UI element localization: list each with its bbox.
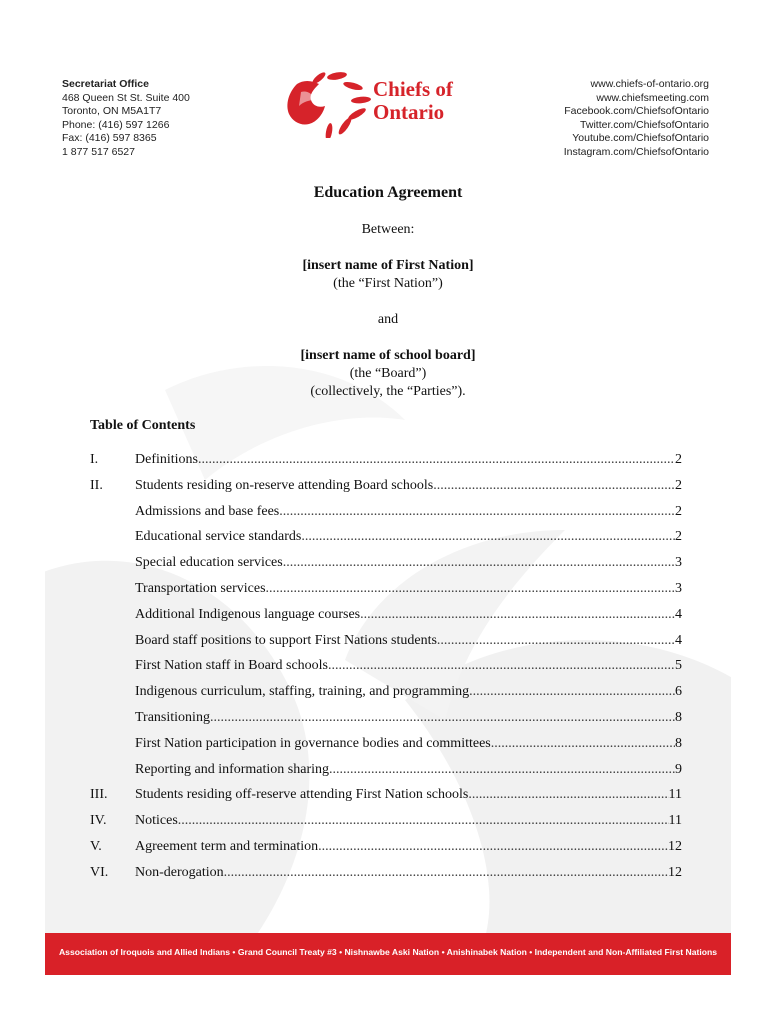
toc-leader bbox=[224, 865, 668, 881]
toc-number: III. bbox=[90, 787, 108, 803]
toc-row[interactable] bbox=[90, 865, 682, 891]
toc-row[interactable] bbox=[90, 839, 682, 865]
facebook-link: Facebook.com/ChiefsofOntario bbox=[564, 105, 709, 117]
toc-leader bbox=[491, 736, 675, 752]
school-board-definition: (the “Board”) bbox=[349, 366, 427, 381]
toc-row[interactable] bbox=[90, 710, 682, 736]
toc-label: Admissions and base fees bbox=[135, 503, 280, 519]
toc-page-number: 2 bbox=[675, 529, 682, 545]
website-link: www.chiefs-of-ontario.org bbox=[590, 78, 709, 90]
and-label: and bbox=[377, 312, 399, 327]
toc-number: I. bbox=[90, 452, 99, 467]
contact-links bbox=[564, 78, 709, 159]
fax-line: Fax: (416) 597 8365 bbox=[62, 132, 157, 144]
toc-label: First Nation staff in Board schools bbox=[135, 658, 329, 674]
toc-label: Transitioning bbox=[135, 709, 210, 725]
toc-leader bbox=[469, 684, 675, 700]
toc-row[interactable] bbox=[90, 452, 682, 478]
toc-page-number: 9 bbox=[675, 761, 682, 777]
toc-heading: Table of Contents bbox=[90, 418, 196, 433]
toc-page-number: 5 bbox=[675, 658, 682, 674]
first-nation-definition: (the “First Nation”) bbox=[333, 276, 443, 291]
table-of-contents bbox=[90, 452, 682, 891]
toc-leader bbox=[178, 813, 669, 829]
toc-page-number: 11 bbox=[668, 813, 682, 829]
secretariat-title: Secretariat Office bbox=[62, 78, 149, 90]
footer-banner bbox=[45, 933, 731, 975]
school-board-name: [insert name of school board] bbox=[300, 348, 476, 363]
toc-label: Notices bbox=[135, 813, 178, 829]
toc-row[interactable] bbox=[90, 762, 682, 788]
toc-leader bbox=[198, 452, 675, 468]
twitter-link: Twitter.com/ChiefsofOntario bbox=[580, 118, 709, 131]
toc-leader bbox=[210, 710, 675, 726]
toc-row[interactable] bbox=[90, 633, 682, 659]
document-page bbox=[45, 60, 731, 975]
toc-page-number: 2 bbox=[675, 477, 682, 493]
toc-leader bbox=[318, 839, 668, 855]
between-label: Between: bbox=[361, 222, 415, 237]
toc-page-number: 11 bbox=[668, 787, 682, 803]
toc-row[interactable] bbox=[90, 684, 682, 710]
toc-row[interactable] bbox=[90, 658, 682, 684]
toc-label: Non-derogation bbox=[135, 864, 224, 880]
toc-leader bbox=[283, 555, 675, 571]
toc-leader bbox=[266, 581, 675, 597]
toc-number: V. bbox=[90, 838, 102, 854]
toc-label: Reporting and information sharing bbox=[135, 761, 330, 777]
toc-label: Educational service standards bbox=[135, 529, 302, 545]
toc-leader bbox=[360, 607, 675, 623]
toc-page-number: 3 bbox=[675, 555, 682, 571]
toc-page-number: 8 bbox=[675, 709, 682, 725]
logo-line-1: Chiefs of bbox=[373, 77, 453, 101]
parties-definition: (collectively, the “Parties”). bbox=[310, 384, 466, 399]
secretariat-address bbox=[62, 78, 190, 159]
toc-row[interactable] bbox=[90, 504, 682, 530]
toc-row[interactable] bbox=[90, 555, 682, 581]
toc-page-number: 12 bbox=[668, 838, 682, 854]
toc-label: Additional Indigenous language courses bbox=[135, 606, 361, 622]
toc-page-number: 2 bbox=[675, 452, 682, 467]
document-title: Education Agreement bbox=[313, 184, 463, 201]
toc-leader bbox=[328, 658, 675, 674]
toc-page-number: 8 bbox=[675, 735, 682, 751]
toc-row[interactable] bbox=[90, 581, 682, 607]
toc-label: Students residing on-reserve attending Board schools bbox=[135, 477, 434, 493]
toc-label: Definitions bbox=[135, 452, 198, 467]
footer-text: Association of Iroquois and Allied Indians • Grand Council Treaty #3 • Nishnawbe Aski Nation • Anishinabek Nation • Independent and Non-Affiliated First Nations bbox=[58, 947, 718, 957]
instagram-link: Instagram.com/ChiefsofOntario bbox=[563, 145, 709, 158]
toc-number: VI. bbox=[90, 864, 109, 880]
toc-label: Transportation services bbox=[135, 580, 266, 596]
toc-leader bbox=[433, 478, 675, 494]
toc-row[interactable] bbox=[90, 813, 682, 839]
address-line: 468 Queen St St. Suite 400 bbox=[62, 91, 190, 104]
toc-label: Agreement term and termination bbox=[135, 838, 319, 854]
toc-page-number: 12 bbox=[668, 864, 682, 880]
toc-leader bbox=[329, 762, 675, 778]
toc-leader bbox=[301, 529, 675, 545]
toc-leader bbox=[279, 504, 675, 520]
toc-page-number: 4 bbox=[675, 632, 682, 648]
tollfree-line: 1 877 517 6527 bbox=[62, 145, 135, 158]
website-link: www.chiefsmeeting.com bbox=[596, 91, 709, 104]
toc-page-number: 3 bbox=[675, 580, 682, 596]
toc-row[interactable] bbox=[90, 478, 682, 504]
toc-number: II. bbox=[90, 477, 103, 493]
toc-label: Special education services bbox=[135, 555, 283, 571]
logo-wordmark bbox=[373, 78, 453, 124]
toc-label: Indigenous curriculum, staffing, training, and programming bbox=[135, 684, 470, 700]
toc-page-number: 4 bbox=[675, 606, 682, 622]
toc-leader bbox=[468, 787, 668, 803]
phone-line: Phone: (416) 597 1266 bbox=[62, 118, 170, 131]
toc-label: Board staff positions to support First Nations students bbox=[135, 632, 437, 648]
address-line: Toronto, ON M5A1T7 bbox=[62, 105, 162, 117]
toc-number: IV. bbox=[90, 813, 107, 829]
logo-line-2: Ontario bbox=[373, 100, 445, 124]
toc-row[interactable] bbox=[90, 787, 682, 813]
toc-row[interactable] bbox=[90, 736, 682, 762]
toc-page-number: 6 bbox=[675, 684, 682, 700]
toc-leader bbox=[437, 633, 675, 649]
toc-page-number: 2 bbox=[675, 503, 682, 519]
youtube-link: Youtube.com/ChiefsofOntario bbox=[572, 132, 709, 144]
toc-row[interactable] bbox=[90, 607, 682, 633]
first-nation-name: [insert name of First Nation] bbox=[302, 258, 474, 273]
toc-row[interactable] bbox=[90, 529, 682, 555]
toc-label: Students residing off-reserve attending First Nation schools bbox=[135, 787, 469, 803]
toc-label: First Nation participation in governance bodies and committees bbox=[135, 735, 491, 751]
